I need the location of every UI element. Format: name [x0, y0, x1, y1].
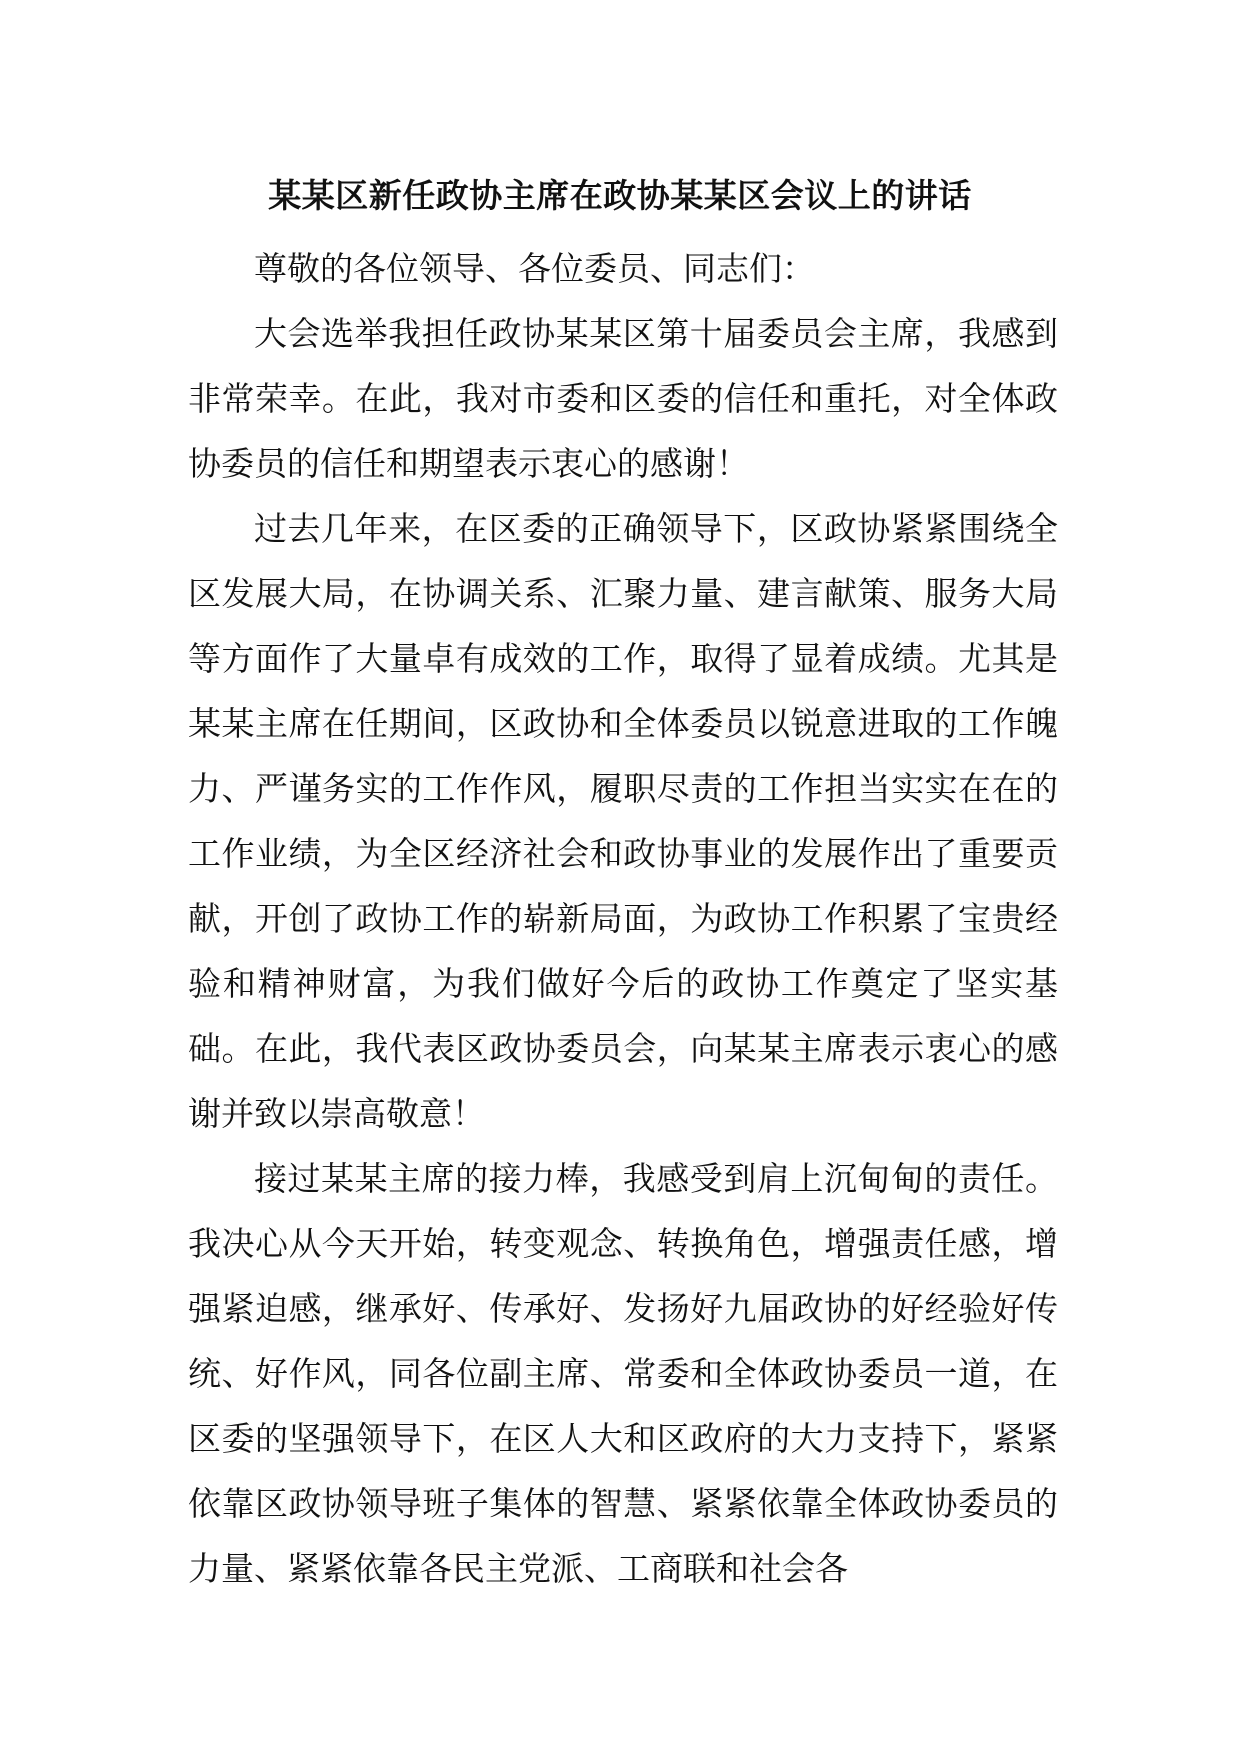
document-title: 某某区新任政协主席在政协某某区会议上的讲话: [268, 176, 972, 215]
paragraph-greeting: 尊敬的各位领导、各位委员、同志们：: [254, 249, 815, 288]
paragraph-commitment: 接过某某主席的接力棒，我感受到肩上沉甸甸的责任。我决心从今天开始，转变观念、转换角色，增强责任感，增强紧迫感，继承好、传承好、发扬好九届政协的好经验好传统、好作风，同各位副主席、常委和全体政协委员一道，在区委的坚强领导下，在区人大和区政府的大力支持下，紧紧依靠区政协领导班子集体的智慧、紧紧依靠全体政协委员的力量、紧紧依靠各民主党派、工商联和社会各: [188, 1159, 1058, 1588]
paragraph-thanks: 大会选举我担任政协某某区第十届委员会主席，我感到非常荣幸。在此，我对市委和区委的信任和重托，对全体政协委员的信任和期望表示衷心的感谢！: [188, 314, 1058, 483]
document-body: [188, 236, 1058, 1601]
paragraph-review: 过去几年来，在区委的正确领导下，区政协紧紧围绕全区发展大局，在协调关系、汇聚力量、建言献策、服务大局等方面作了大量卓有成效的工作，取得了显着成绩。尤其是某某主席在任期间，区政协和全体委员以锐意进取的工作魄力、严谨务实的工作作风，履职尽责的工作担当实实在在的工作业绩，为全区经济社会和政协事业的发展作出了重要贡献，开创了政协工作的崭新局面，为政协工作积累了宝贵经验和精神财富，为我们做好今后的政协工作奠定了坚实基础。在此，我代表区政协委员会，向某某主席表示衷心的感谢并致以崇高敬意！: [188, 509, 1058, 1133]
